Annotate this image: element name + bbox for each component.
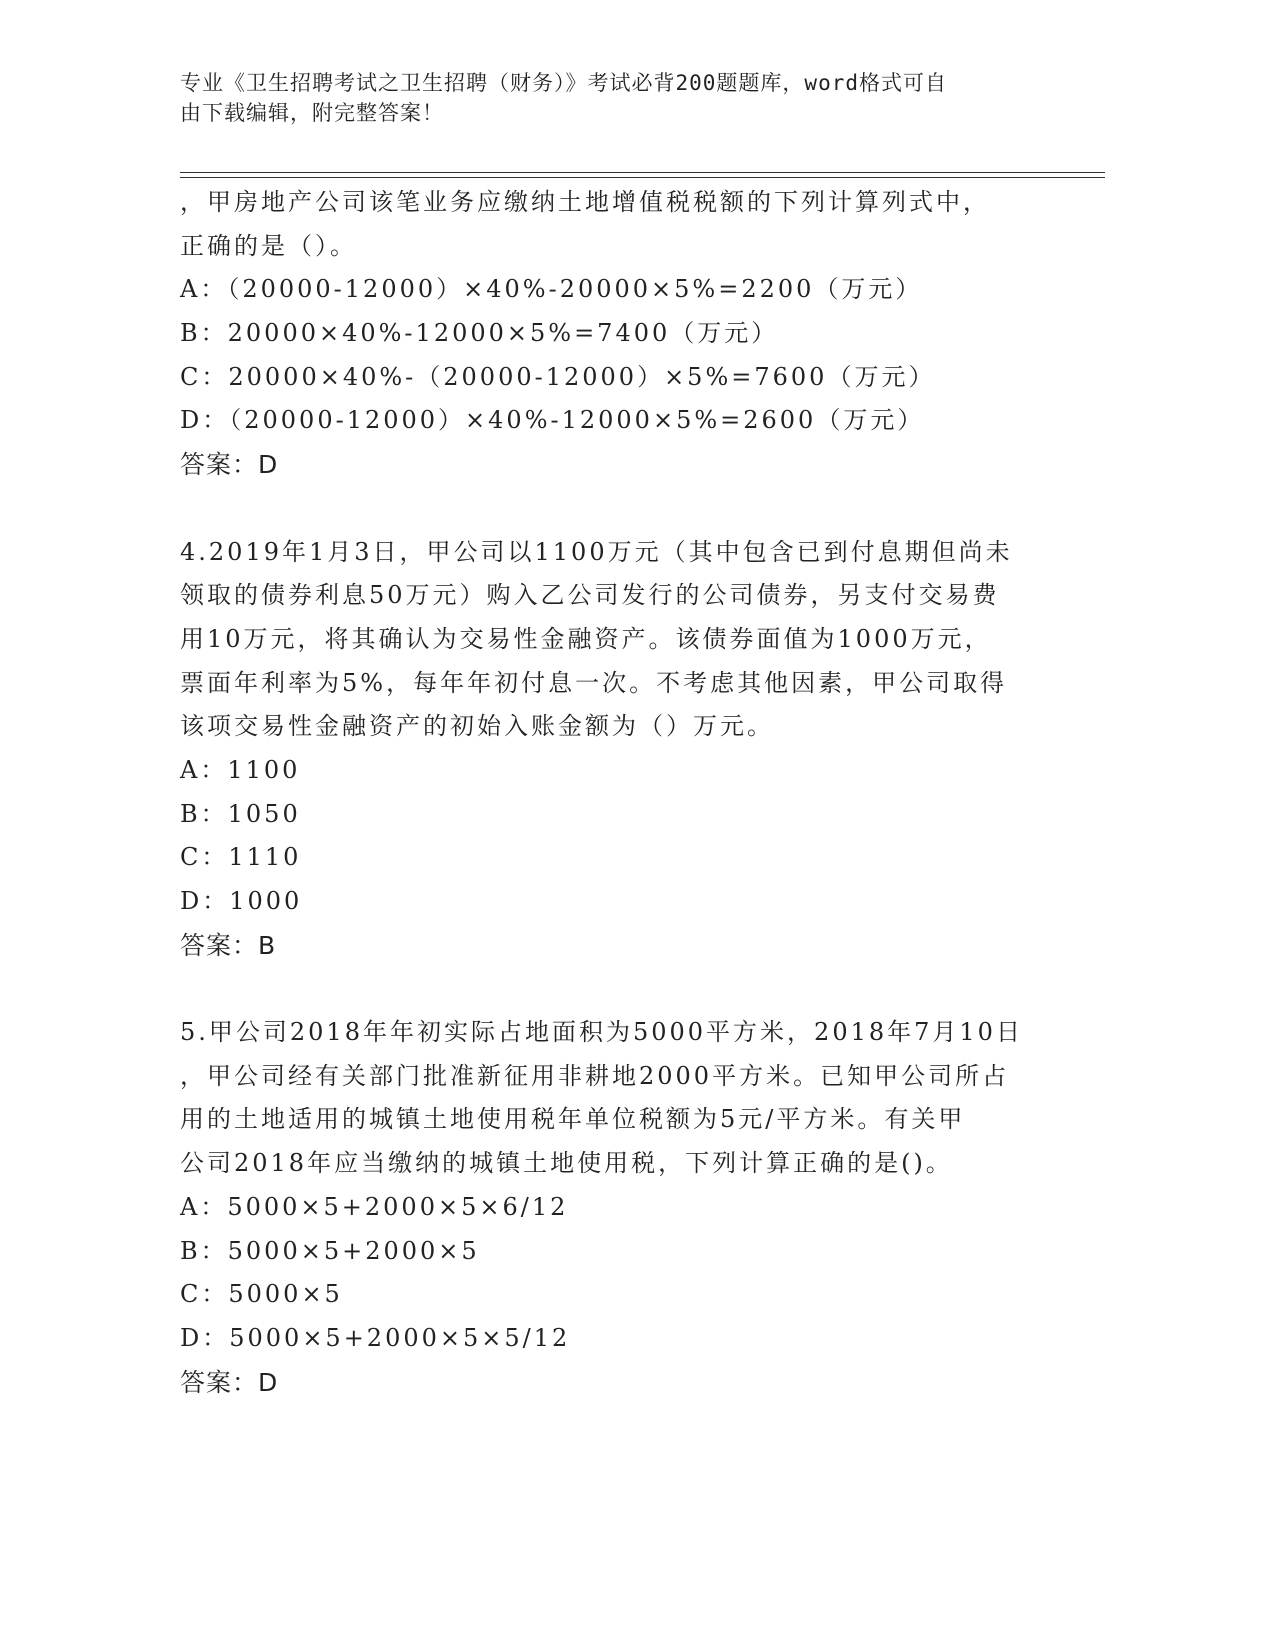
question-5-option-a: A：5000×5+2000×5×6/12	[180, 1192, 569, 1221]
question-4-stem-line-1: 4.2019年1月3日，甲公司以1100万元（其中包含已到付息期但尚未	[180, 537, 1013, 566]
question-4-answer: 答案：B	[180, 930, 277, 960]
document-body	[180, 181, 1080, 1404]
header-divider-top	[180, 172, 1105, 173]
document-header	[180, 68, 1060, 128]
question-3-stem-line-2: 正确的是（）。	[180, 231, 357, 260]
question-3-option-c: C：20000×40%-（20000-12000）×5%=7600（万元）	[180, 362, 936, 391]
header-line-2: 由下载编辑，附完整答案！	[180, 101, 444, 125]
question-4-stem-line-3: 用10万元，将其确认为交易性金融资产。该债券面值为1000万元，	[180, 624, 992, 653]
question-3-stem-line-1: ，甲房地产公司该笔业务应缴纳土地增值税税额的下列计算列式中，	[180, 188, 990, 216]
question-5-answer: 答案：D	[180, 1367, 279, 1397]
question-4-stem-line-4: 票面年利率为5%，每年年初付息一次。不考虑其他因素，甲公司取得	[180, 668, 1008, 697]
header-line-1: 专业《卫生招聘考试之卫生招聘（财务）》考试必背200题题库，word格式可自	[180, 71, 947, 95]
question-3	[180, 181, 1080, 487]
spacer	[180, 967, 1080, 1011]
question-5-option-b: B：5000×5+2000×5	[180, 1236, 480, 1265]
question-5-stem-line-2: ，甲公司经有关部门批准新征用非耕地2000平方米。已知甲公司所占	[180, 1061, 1010, 1090]
question-4-option-b: B：1050	[180, 799, 301, 828]
question-4-stem-line-5: 该项交易性金融资产的初始入账金额为（）万元。	[180, 712, 774, 741]
question-5-option-d: D：5000×5+2000×5×5/12	[180, 1323, 571, 1352]
question-5-option-c: C：5000×5	[180, 1280, 343, 1309]
question-4-option-d: D：1000	[180, 887, 303, 915]
question-4-option-a: A：1100	[180, 755, 301, 784]
header-divider-bottom	[180, 177, 1105, 178]
question-5-stem-line-3: 用的土地适用的城镇土地使用税年单位税额为5元/平方米。有关甲	[180, 1105, 966, 1134]
spacer	[180, 487, 1080, 531]
question-3-option-a: A：（20000-12000）×40%-20000×5%=2200（万元）	[180, 275, 923, 304]
question-3-option-d: D：（20000-12000）×40%-12000×5%=2600（万元）	[180, 406, 925, 435]
question-5-stem-line-4: 公司2018年应当缴纳的城镇土地使用税，下列计算正确的是()。	[180, 1149, 953, 1178]
question-4-stem-line-2: 领取的债券利息50万元）购入乙公司发行的公司债券，另支付交易费	[180, 581, 1000, 610]
question-3-option-b: B：20000×40%-12000×5%=7400（万元）	[180, 319, 779, 348]
question-3-answer: 答案：D	[180, 450, 279, 480]
question-4-option-c: C：1110	[180, 843, 302, 872]
question-4	[180, 531, 1080, 968]
question-5	[180, 1011, 1080, 1404]
question-5-stem-line-1: 5.甲公司2018年年初实际占地面积为5000平方米，2018年7月10日	[180, 1018, 1023, 1047]
